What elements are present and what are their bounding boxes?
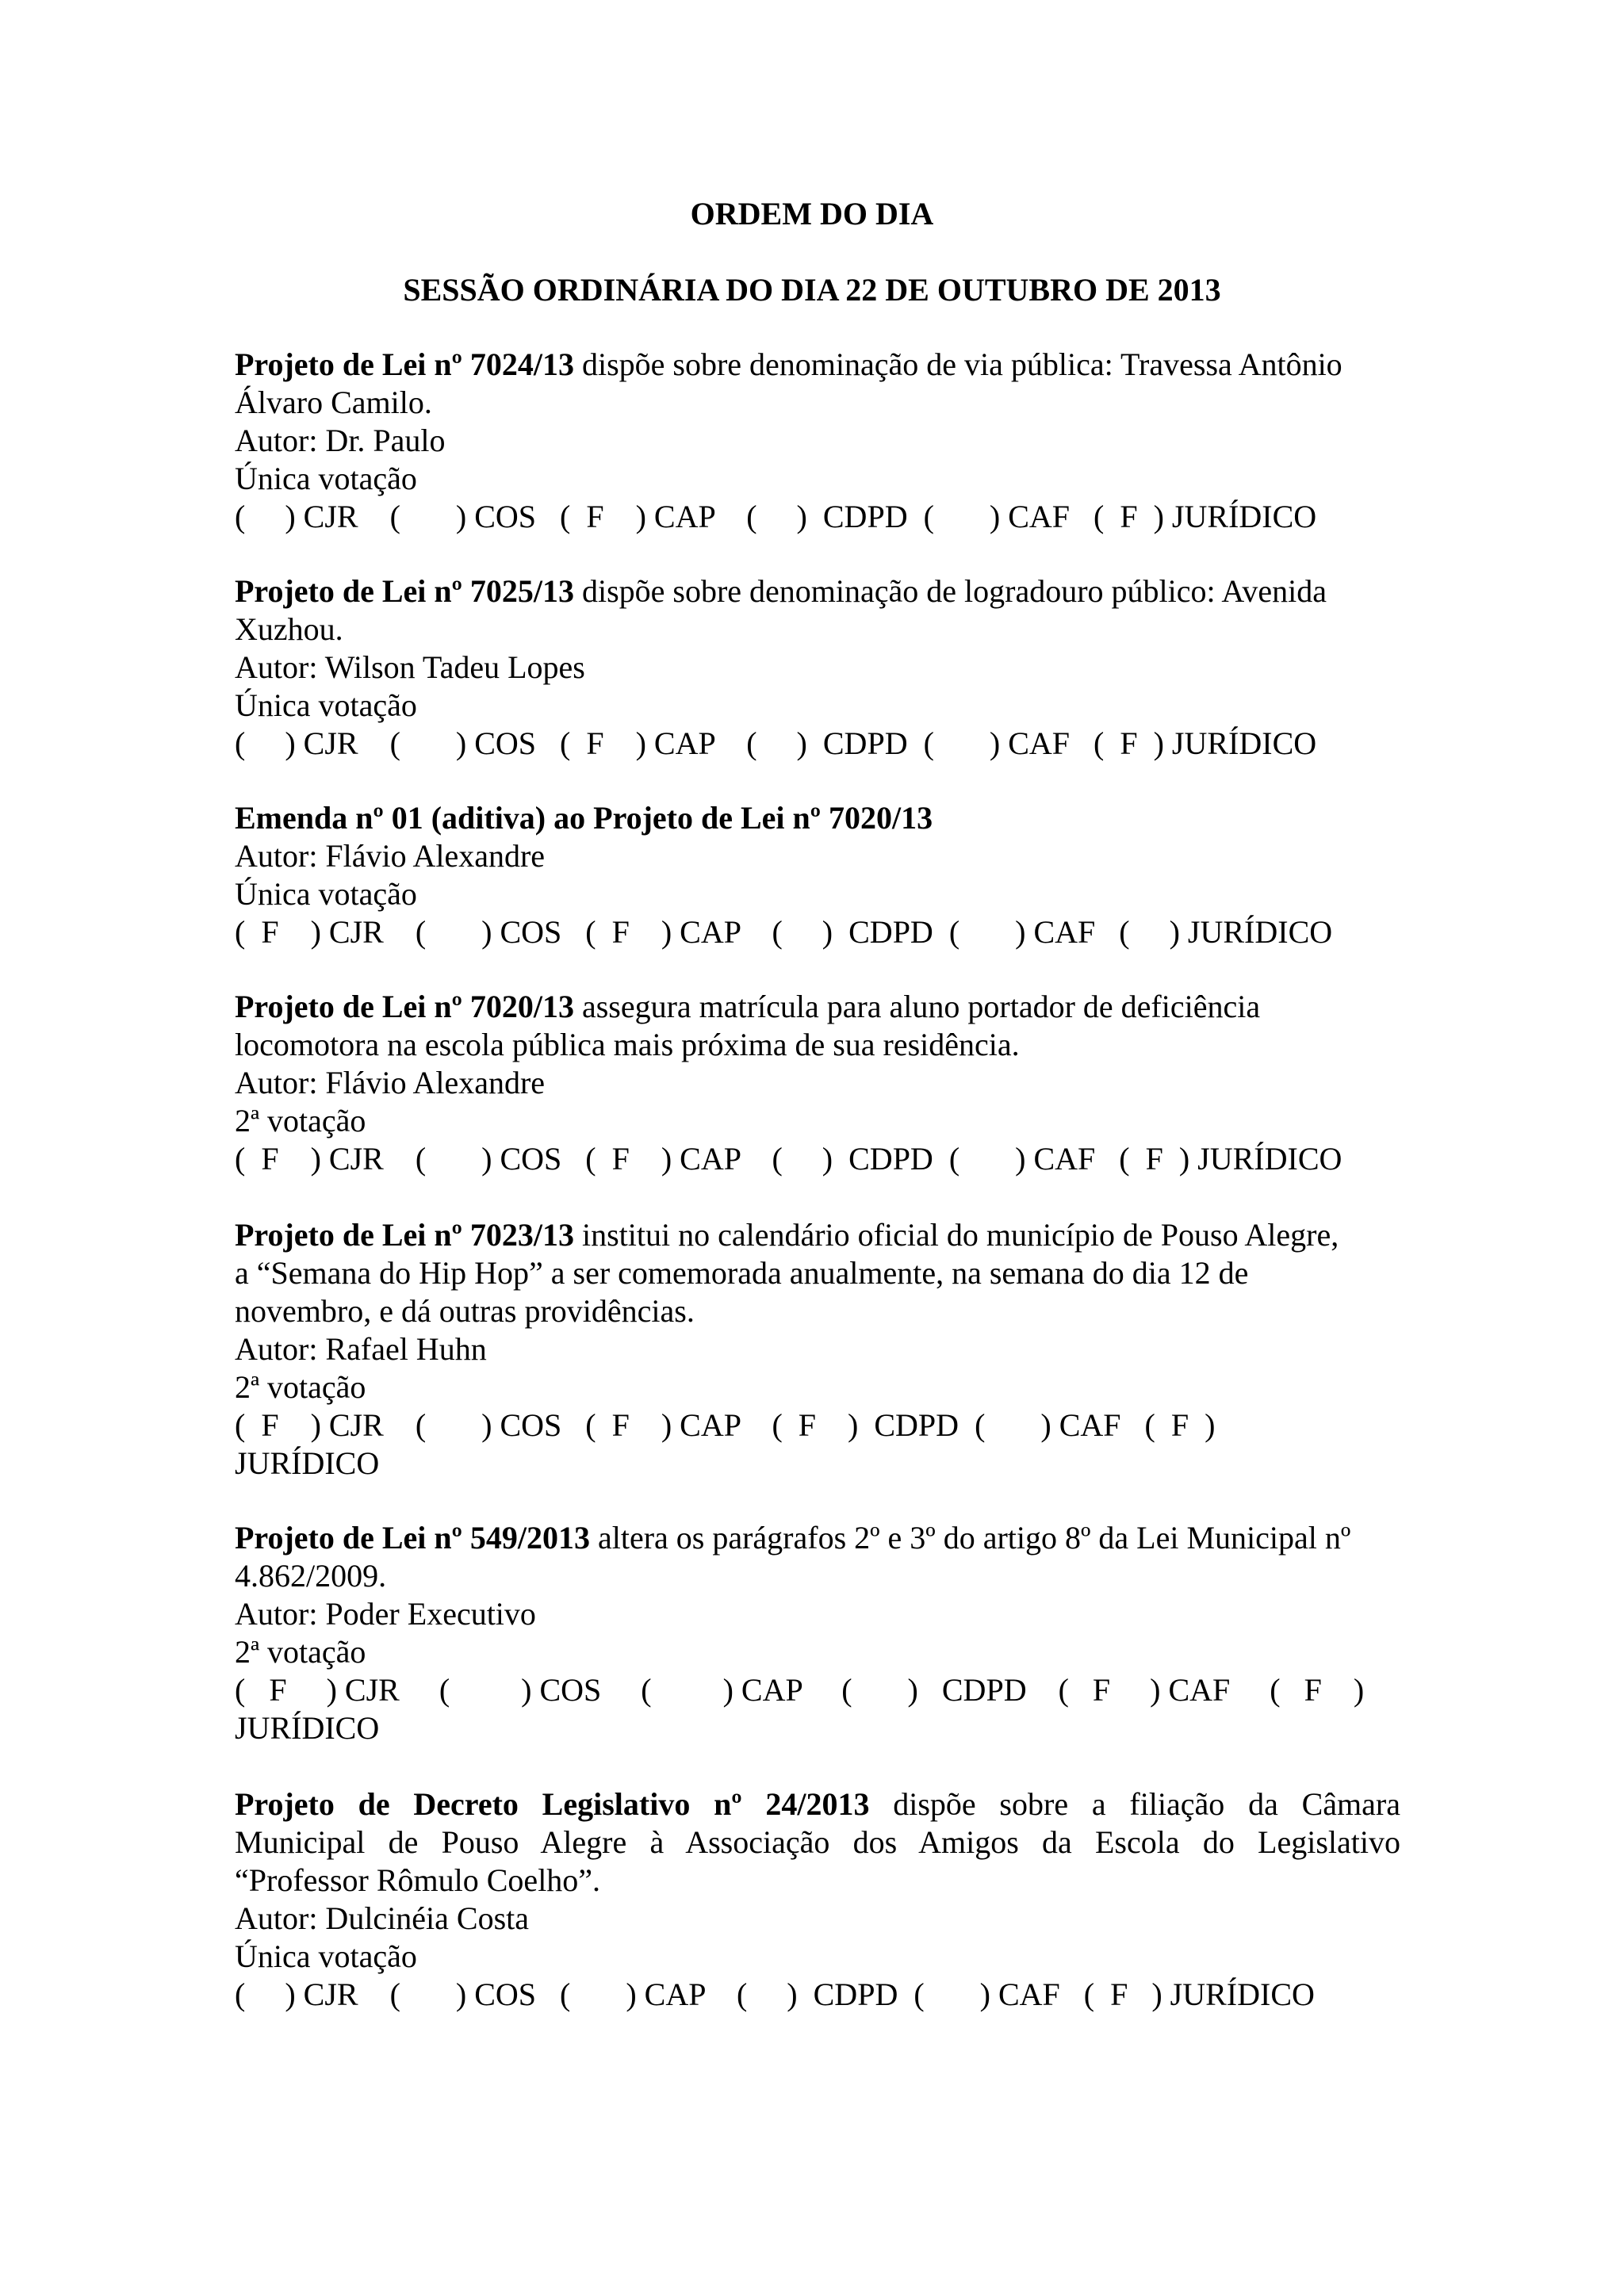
item-desc-text: assegura matrícula para aluno portador de deficiência: [573, 989, 1261, 1024]
agenda-item: [235, 1216, 1400, 1483]
agenda-item: [235, 1519, 1400, 1747]
item-desc-continuation: Álvaro Camilo.: [235, 385, 432, 420]
item-heading: Projeto de Decreto Legislativo nº 24/2013: [235, 1786, 870, 1822]
item-heading: Projeto de Lei nº 7025/13: [235, 573, 574, 609]
item-commissions-continuation: JURÍDICO: [235, 1445, 380, 1481]
item-description: [235, 1519, 1400, 1557]
item-author: Autor: Dulcinéia Costa: [235, 1900, 530, 1936]
item-author: Autor: Flávio Alexandre: [235, 838, 546, 874]
item-heading: Projeto de Lei nº 7023/13: [235, 1217, 574, 1253]
item-voting: Única votação: [235, 876, 417, 912]
item-desc-continuation: “Professor Rômulo Coelho”.: [235, 1862, 601, 1898]
agenda-item: [235, 346, 1400, 536]
item-voting: Única votação: [235, 687, 417, 723]
item-voting: 2ª votação: [235, 1369, 366, 1405]
item-desc-text: dispõe sobre a filiação da Câmara: [869, 1786, 1400, 1822]
item-heading: Projeto de Lei nº 7020/13: [235, 989, 574, 1024]
item-voting: Única votação: [235, 1938, 417, 1974]
item-description: [235, 572, 1400, 610]
item-commissions: ( F ) CJR ( ) COS ( ) CAP ( ) CDPD ( F ) CAF ( F ): [235, 1672, 1365, 1708]
item-author: Autor: Dr. Paulo: [235, 423, 446, 458]
item-commissions-continuation: JURÍDICO: [235, 1710, 380, 1746]
item-commissions: ( F ) CJR ( ) COS ( F ) CAP ( F ) CDPD ( ) CAF ( F ): [235, 1407, 1216, 1443]
item-author: Autor: Poder Executivo: [235, 1596, 536, 1632]
session-subtitle: SESSÃO ORDINÁRIA DO DIA 22 DE OUTUBRO DE 2013: [403, 272, 1221, 308]
item-heading: Projeto de Lei nº 7024/13: [235, 346, 574, 382]
item-author: Autor: Flávio Alexandre: [235, 1065, 546, 1100]
item-author: Autor: Wilson Tadeu Lopes: [235, 649, 585, 685]
agenda-item: [235, 572, 1400, 763]
item-heading: Emenda nº 01 (aditiva) ao Projeto de Lei nº 7020/13: [235, 800, 933, 836]
item-description: [235, 346, 1400, 384]
agenda-item: [235, 1785, 1400, 2014]
item-desc-text: dispõe sobre denominação de via pública: Travessa Antônio: [573, 346, 1342, 382]
item-commissions: ( F ) CJR ( ) COS ( F ) CAP ( ) CDPD ( ) CAF ( ) JURÍDICO: [235, 914, 1333, 950]
item-voting: 2ª votação: [235, 1634, 366, 1670]
item-commissions: ( ) CJR ( ) COS ( F ) CAP ( ) CDPD ( ) CAF ( F ) JURÍDICO: [235, 499, 1317, 534]
item-desc-continuation: a “Semana do Hip Hop” a ser comemorada anualmente, na semana do dia 12 de: [235, 1255, 1249, 1291]
item-heading: Projeto de Lei nº 549/2013: [235, 1520, 590, 1556]
item-desc-text: institui no calendário oficial do município de Pouso Alegre,: [573, 1217, 1339, 1253]
item-desc-continuation: Xuzhou.: [235, 611, 343, 647]
item-author: Autor: Rafael Huhn: [235, 1331, 487, 1367]
item-desc-text: altera os parágrafos 2º e 3º do artigo 8º da Lei Municipal nº: [589, 1520, 1351, 1556]
agenda-item: [235, 799, 1400, 951]
item-description: [235, 988, 1400, 1026]
item-desc-continuation: 4.862/2009.: [235, 1558, 387, 1594]
item-description: [235, 1785, 1400, 1823]
item-voting: 2ª votação: [235, 1103, 366, 1138]
item-commissions: ( ) CJR ( ) COS ( F ) CAP ( ) CDPD ( ) CAF ( F ) JURÍDICO: [235, 725, 1317, 761]
item-commissions: ( ) CJR ( ) COS ( ) CAP ( ) CDPD ( ) CAF ( F ) JURÍDICO: [235, 1976, 1315, 2012]
item-commissions: ( F ) CJR ( ) COS ( F ) CAP ( ) CDPD ( ) CAF ( F ) JURÍDICO: [235, 1141, 1342, 1177]
item-desc-continuation: novembro, e dá outras providências.: [235, 1293, 695, 1329]
item-desc-continuation: locomotora na escola pública mais próxima de sua residência.: [235, 1027, 1020, 1062]
item-description: [235, 1216, 1400, 1254]
item-desc-continuation: Municipal de Pouso Alegre à Associação dos Amigos da Escola do Legislativo: [235, 1824, 1400, 1860]
agenda-item: [235, 988, 1400, 1178]
document-title: ORDEM DO DIA: [690, 196, 934, 232]
item-desc-text: dispõe sobre denominação de logradouro público: Avenida: [573, 573, 1327, 609]
item-voting: Única votação: [235, 461, 417, 496]
